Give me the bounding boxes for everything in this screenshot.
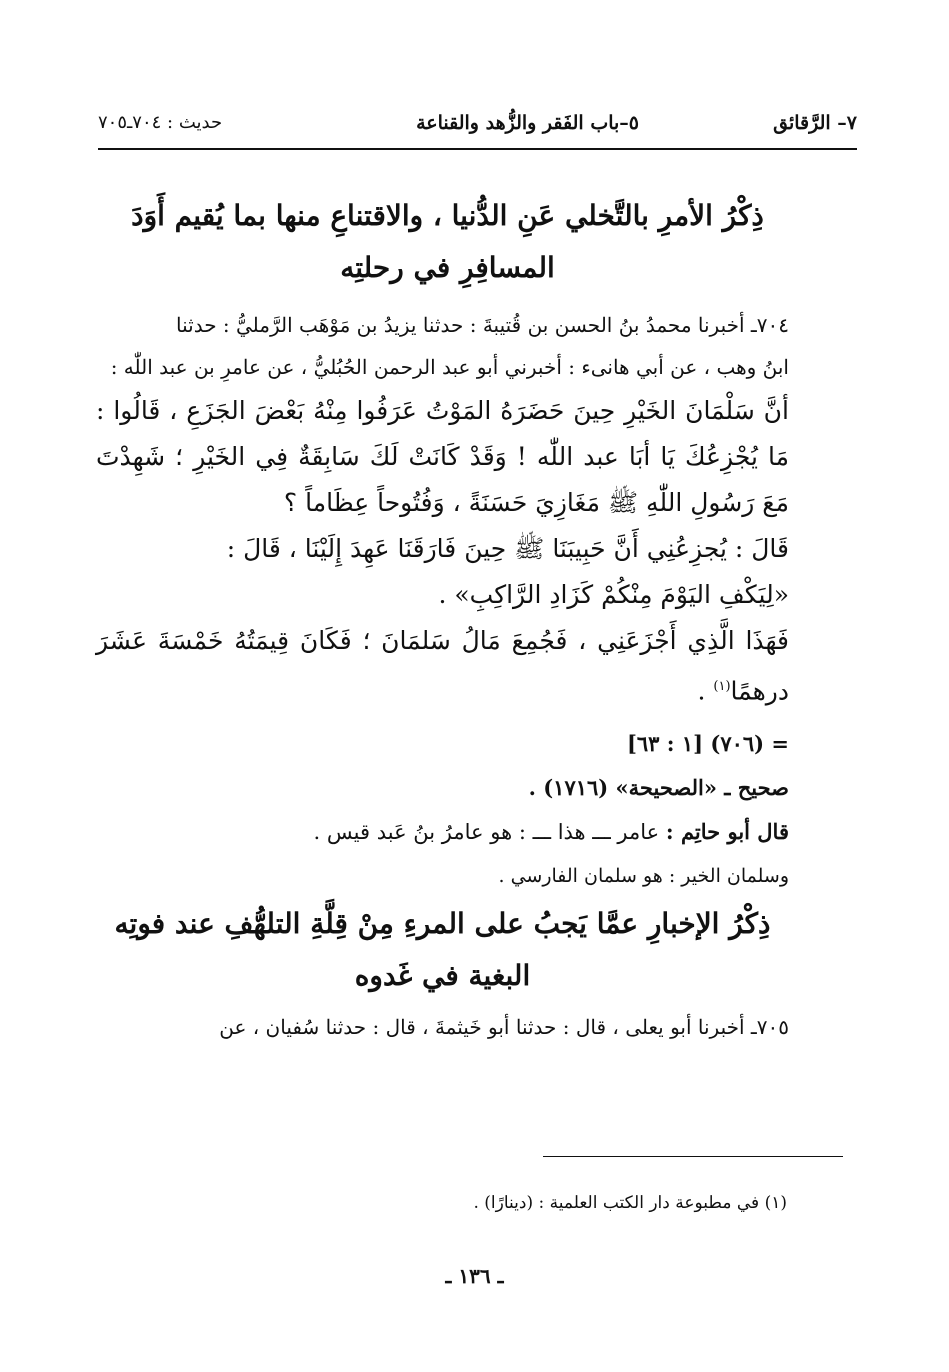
hadith-704-isnad-line-2: ابنُ وهب ، عن أبي هانىء : أخبرني أبو عبد الرحمن الحُبُليُّ ، عن عامرِ بن عبد اللّٰه : xyxy=(110,355,789,379)
chapter-title: ٧– الرَّقائق xyxy=(773,112,857,134)
chapter-heading-1: ذِكْرُ الأمرِ بالتَّخلي عَنِ الدُّنيا ، والاقتناعِ منها بما يُقيم أَوَدَ المسافِرِ في رحلتِه xyxy=(131,199,764,284)
hadith-704-matn-4 xyxy=(96,618,789,714)
hadith-704-grade: صحيح ـ «الصحيحة» (١٧١٦) . xyxy=(528,775,789,801)
section-title: ٥–باب الفَقر والزُّهد والقناعة xyxy=(416,112,639,134)
hadith-705-isnad: ٧٠٥ـ أخبرنا أبو يعلى ، قال : حدثنا أبو خَيثمةَ ، قال : حدثنا سُفيان ، عن xyxy=(219,1015,789,1040)
page-number: ـ ١٣٦ ـ xyxy=(445,1264,504,1288)
abu-hatim-label: قال أبو حاتِم : xyxy=(665,819,789,845)
hadith-704-matn-4-text: فَهَذَا الَّذِي أَجْزَعَنِي ، فَجُمِعَ مَالُ سَلمَانَ ؛ فَكَانَ قِيمَتُهُ خَمْسَةَ عَشَرَ درهمًا xyxy=(96,626,789,706)
hadith-704-matn-4-end: . xyxy=(697,676,714,706)
hadith-704-isnad-line-1: ٧٠٤ـ أخبرنا محمدُ بنُ الحسن بن قُتيبةَ : حدثنا يزيدُ بن مَوْهَب الرَّمليُّ : حدثنا xyxy=(176,313,789,337)
hadith-704-salman-note: وسلمان الخير : هو سلمان الفارسي . xyxy=(498,865,789,888)
footnote: (١) في مطبوعة دار الكتب العلمية : (دينارًا) . xyxy=(473,1193,787,1213)
running-header xyxy=(98,112,857,144)
hadith-704-matn-1: أنَّ سَلْمَانَ الخَيْرِ حِينَ حَضَرَهُ المَوْتُ عَرَفُوا مِنْهُ بَعْضَ الجَزَعِ ، قَالُوا : مَا يُجْزِعُكَ يَا أبَا عبد اللّٰه ! وَقَدْ كَانَتْ لَكَ سَابِقَةٌ فِي الخَيْرِ ؛ شَهِدْتَ مَعَ رَسُولِ اللّٰهِ ﷺ مَغَازِيَ حَسَنَةً ، وَفُتُوحاً عِظَاماً ؟ xyxy=(96,396,789,517)
page-body xyxy=(96,190,789,1048)
hadith-704-matn-3: «لِيَكْفِ اليَوْمَ مِنْكُمْ كَزَادِ الرَّاكِبِ» . xyxy=(438,580,789,609)
chapter-heading-2: ذِكْرُ الإخبارِ عمَّا يَجبُ على المرءِ مِنْ قِلَّةِ التلهُّفِ عند فوتِه البغية في غَدوه xyxy=(114,907,771,993)
footnote-marker: (١) xyxy=(713,679,731,694)
footnote-rule xyxy=(543,1156,843,1157)
abu-hatim-text: عامر ـــ هذا ـــ : هو عامرُ بنُ عَبد قيس . xyxy=(313,820,666,845)
header-rule xyxy=(98,148,857,150)
hadith-704-abu-hatim-note xyxy=(96,810,789,854)
hadith-704-cross-reference: = (٧٠٦) [١ : ٦٣] xyxy=(626,731,789,757)
hadith-range: حديث : ٧٠٤ـ٧٠٥ xyxy=(98,112,223,133)
hadith-704-matn-2: قَالَ : يُجزِعُنِي أَنَّ حَبِيبَنَا ﷺ حِينَ فَارَقَنَا عَهِدَ إِلَيْنَا ، قَالَ : xyxy=(226,534,789,563)
